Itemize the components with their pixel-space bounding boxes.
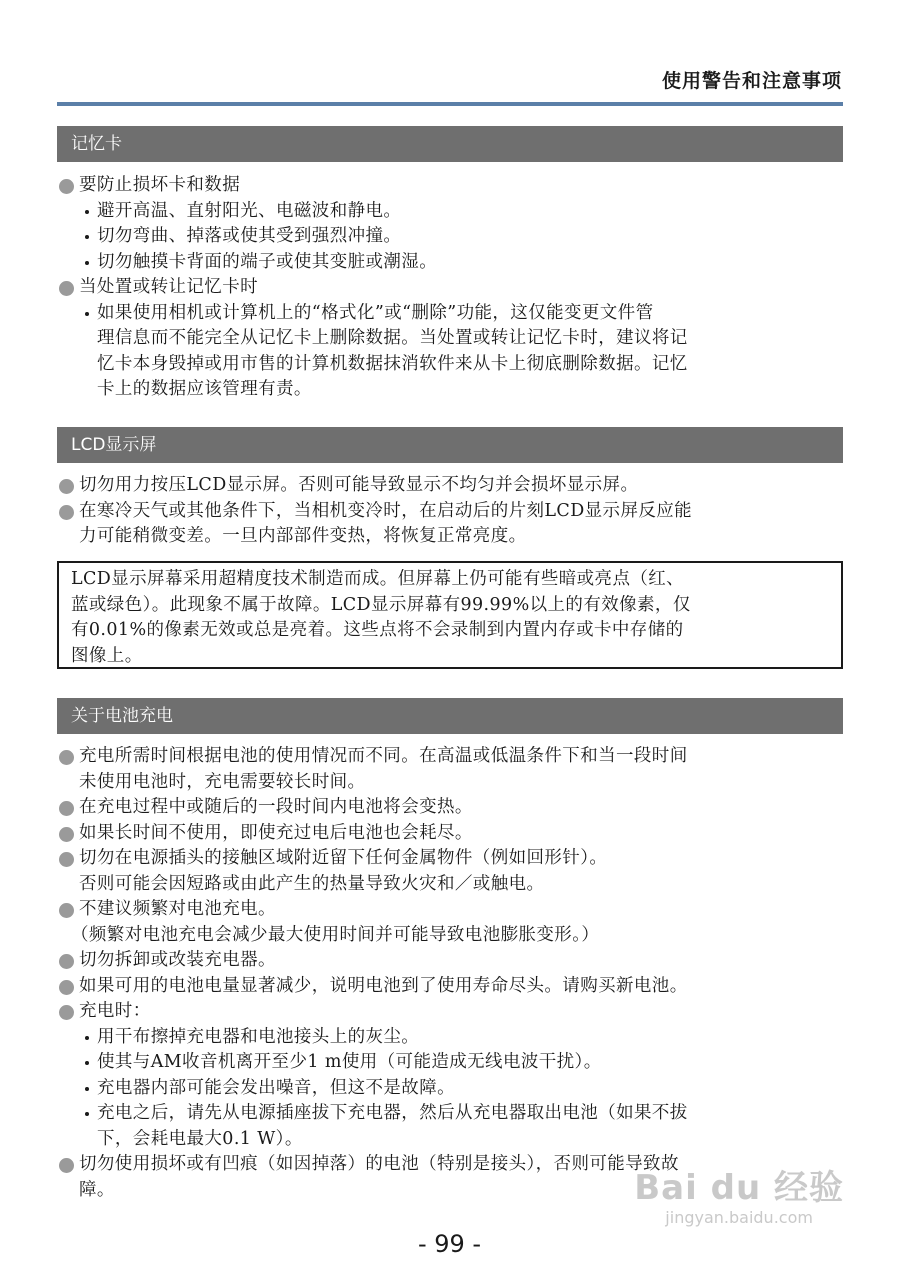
section-title-memory-card: 记忆卡 xyxy=(57,126,843,162)
list-item: 在充电过程中或随后的一段时间内电池将会变热。 xyxy=(57,795,843,821)
memory-card-content xyxy=(57,173,843,403)
header-rule xyxy=(57,102,843,106)
sub-item: 充电之后，请先从电源插座拔下充电器，然后从充电器取出电池（如果不拔 xyxy=(57,1101,843,1127)
dot-bullet-icon xyxy=(85,1112,89,1116)
list-item: 切勿拆卸或改装充电器。 xyxy=(57,948,843,974)
baidu-jingyan-watermark xyxy=(634,1168,844,1228)
list-item: 充电时： xyxy=(57,999,843,1025)
dot-bullet-icon xyxy=(85,210,89,214)
sub-item-continued: 卡上的数据应该管理有责。 xyxy=(97,379,312,399)
circle-bullet-icon xyxy=(59,801,74,816)
section-title-lcd: LCD显示屏 xyxy=(57,427,843,463)
sub-item: 如果使用相机或计算机上的“格式化”或“删除”功能，这仅能变更文件管 xyxy=(57,301,843,327)
list-item: 充电所需时间根据电池的使用情况而不同。在高温或低温条件下和当一段时间 xyxy=(57,744,843,770)
dot-bullet-icon xyxy=(85,1087,89,1091)
page-header-title: 使用警告和注意事项 xyxy=(661,70,842,92)
list-item: 切勿用力按压LCD显示屏。否则可能导致显示不均匀并会损坏显示屏。 xyxy=(57,473,843,499)
watermark-url: jingyan.baidu.com xyxy=(665,1208,813,1227)
dot-bullet-icon xyxy=(85,235,89,239)
section-title-battery-charging: 关于电池充电 xyxy=(57,698,843,734)
list-item: 在寒冷天气或其他条件下，当相机变冷时，在启动后的片刻LCD显示屏反应能 xyxy=(57,499,843,525)
list-item: 要防止损坏卡和数据 xyxy=(57,173,843,199)
circle-bullet-icon xyxy=(59,980,74,995)
list-item: 切勿在电源插头的接触区域附近留下任何金属物件（例如回形针）。 xyxy=(57,846,843,872)
dot-bullet-icon xyxy=(85,312,89,316)
circle-bullet-icon xyxy=(59,852,74,867)
dot-bullet-icon xyxy=(85,261,89,265)
circle-bullet-icon xyxy=(59,1158,74,1173)
circle-bullet-icon xyxy=(59,903,74,918)
lcd-content xyxy=(57,473,843,550)
list-item-continued: 未使用电池时，充电需要较长时间。 xyxy=(79,771,366,792)
list-item: 切勿使用损坏或有凹痕（如因掉落）的电池（特别是接头），否则可能导致故 xyxy=(57,1152,843,1178)
circle-bullet-icon xyxy=(59,505,74,520)
battery-content xyxy=(57,744,843,1203)
sub-item-continued: 忆卡本身毁掉或用市售的计算机数据抹消软件来从卡上彻底删除数据。记忆 xyxy=(97,353,688,374)
circle-bullet-icon xyxy=(59,179,74,194)
sub-item: 切勿触摸卡背面的端子或使其变脏或潮湿。 xyxy=(57,250,843,276)
sub-item: 使其与AM收音机离开至少1 m使用（可能造成无线电波干扰）。 xyxy=(57,1050,843,1076)
sub-item: 避开高温、直射阳光、电磁波和静电。 xyxy=(57,199,843,225)
dot-bullet-icon xyxy=(85,1061,89,1065)
list-item: 不建议频繁对电池充电。 xyxy=(57,897,843,923)
circle-bullet-icon xyxy=(59,954,74,969)
sub-item: 用干布擦掉充电器和电池接头上的灰尘。 xyxy=(57,1025,843,1051)
page-number: - 99 - xyxy=(417,1230,482,1258)
list-item-continued: 否则可能会因短路或由此产生的热量导致火灾和／或触电。 xyxy=(79,873,545,894)
list-item-continued: 障。 xyxy=(79,1179,115,1200)
list-item: 当处置或转让记忆卡时 xyxy=(57,275,843,301)
list-item-continued: 力可能稍微变差。一旦内部部件变热，将恢复正常亮度。 xyxy=(79,526,527,546)
sub-item: 切勿弯曲、掉落或使其受到强烈冲撞。 xyxy=(57,224,843,250)
circle-bullet-icon xyxy=(59,1005,74,1020)
dot-bullet-icon xyxy=(85,1036,89,1040)
sub-item-continued: 理信息而不能完全从记忆卡上删除数据。当处置或转让记忆卡时，建议将记 xyxy=(97,328,688,348)
circle-bullet-icon xyxy=(59,479,74,494)
watermark-logo: Bai du 经验 xyxy=(634,1168,844,1208)
list-item: 如果可用的电池电量显著减少，说明电池到了使用寿命尽头。请购买新电池。 xyxy=(57,974,843,1000)
sub-item-continued: 下，会耗电最大0.1 W）。 xyxy=(97,1128,303,1149)
list-item: 如果长时间不使用，即使充过电后电池也会耗尽。 xyxy=(57,821,843,847)
sub-item: 充电器内部可能会发出噪音，但这不是故障。 xyxy=(57,1076,843,1102)
list-item-continued: （频繁对电池充电会减少最大使用时间并可能导致电池膨胀变形。） xyxy=(71,924,600,945)
lcd-note-box: LCD显示屏幕采用超精度技术制造而成。但屏幕上仍可能有些暗或亮点（红、 蓝或绿色）。此现象不属于故障。LCD显示屏幕有99.99%以上的有效像素，仅 有0.01%的像素无效或总是亮着。这些点将不会录制到内置内存或卡中存储的 图像上。 xyxy=(57,561,843,669)
circle-bullet-icon xyxy=(59,750,74,765)
circle-bullet-icon xyxy=(59,827,74,842)
circle-bullet-icon xyxy=(59,281,74,296)
